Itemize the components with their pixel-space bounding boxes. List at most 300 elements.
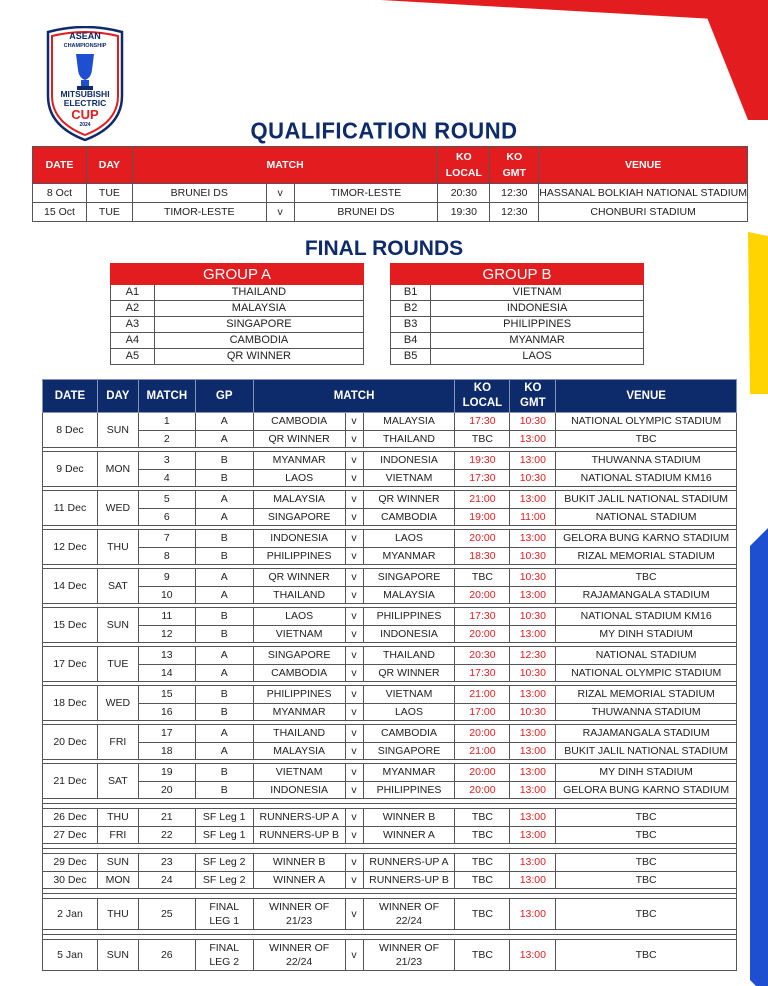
day-cell: SUN — [97, 608, 138, 643]
away-team-cell: CAMBODIA — [363, 725, 455, 743]
day-cell: TUE — [86, 184, 132, 203]
away-team-cell: THAILAND — [363, 647, 455, 665]
venue-cell: BUKIT JALIL NATIONAL STADIUM — [556, 742, 737, 760]
home-team-cell: QR WINNER — [253, 569, 345, 587]
ko-local-cell: TBC — [455, 899, 510, 930]
header-day: DAY — [97, 380, 138, 413]
date-cell: 26 Dec — [43, 809, 98, 827]
venue-cell: CHONBURI STADIUM — [539, 203, 748, 222]
versus-cell: v — [345, 547, 363, 565]
venue-cell: RIZAL MEMORIAL STADIUM — [556, 686, 737, 704]
ko-gmt-cell: 13:00 — [510, 854, 556, 872]
match-number-cell: 11 — [138, 608, 195, 626]
ko-local-cell: 19:00 — [455, 508, 510, 526]
qualification-title: QUALIFICATION ROUND — [250, 117, 518, 144]
header-date: DATE — [43, 380, 98, 413]
date-cell: 12 Dec — [43, 530, 98, 565]
table-row — [33, 184, 748, 203]
home-team-cell: MYANMAR — [253, 703, 345, 721]
away-team-cell: WINNER B — [363, 809, 455, 827]
home-team-cell: WINNER OF 22/24 — [253, 940, 345, 971]
home-team-cell: PHILIPPINES — [253, 686, 345, 704]
day-cell: FRI — [97, 725, 138, 760]
home-team-cell: WINNER OF 21/23 — [253, 899, 345, 930]
ko-gmt-cell: 13:00 — [510, 764, 556, 782]
group-cell: SF Leg 2 — [195, 854, 253, 872]
versus-cell: v — [345, 569, 363, 587]
match-number-cell: 21 — [138, 809, 195, 827]
ko-gmt-cell: 13:00 — [510, 742, 556, 760]
away-team-cell: VIETNAM — [363, 469, 455, 487]
qualification-header-row — [33, 147, 748, 184]
match-number-cell: 1 — [138, 413, 195, 431]
home-team-cell: RUNNERS-UP B — [253, 826, 345, 844]
logo-line2: CHAMPIONSHIP — [63, 43, 107, 49]
group-team: PHILIPPINES — [431, 317, 644, 333]
versus-cell: v — [266, 184, 294, 203]
date-cell: 8 Dec — [43, 413, 98, 448]
versus-cell: v — [345, 647, 363, 665]
ko-gmt-cell: 13:00 — [510, 530, 556, 548]
group-cell: A — [195, 742, 253, 760]
venue-cell: TBC — [556, 809, 737, 827]
qualification-table — [32, 146, 748, 222]
ko-gmt-cell: 13:00 — [510, 826, 556, 844]
match-number-cell: 25 — [138, 899, 195, 930]
away-team-cell: CAMBODIA — [363, 508, 455, 526]
ko-local-cell: 20:00 — [455, 530, 510, 548]
header-venue: VENUE — [556, 380, 737, 413]
match-number-cell: 5 — [138, 491, 195, 509]
versus-cell: v — [345, 469, 363, 487]
day-cell: THU — [97, 899, 138, 930]
versus-cell: v — [345, 586, 363, 604]
day-cell: TUE — [97, 647, 138, 682]
away-team-cell: BRUNEI DS — [294, 203, 438, 222]
group-a-title: GROUP A — [111, 264, 364, 285]
group-cell: A — [195, 413, 253, 431]
date-cell: 8 Oct — [33, 184, 87, 203]
table-row — [43, 686, 737, 704]
match-number-cell: 22 — [138, 826, 195, 844]
group-code: B3 — [391, 317, 431, 333]
versus-cell: v — [345, 742, 363, 760]
table-row — [33, 203, 748, 222]
ko-local-cell: 17:30 — [455, 469, 510, 487]
ko-local-cell: 21:00 — [455, 742, 510, 760]
header-ko-local: KO LOCAL — [438, 147, 490, 184]
versus-cell: v — [345, 871, 363, 889]
header-match: MATCH — [132, 147, 437, 184]
group-cell: B — [195, 625, 253, 643]
ko-gmt-cell: 13:00 — [510, 625, 556, 643]
logo-line6: 2024 — [79, 122, 91, 128]
ko-gmt-cell: 10:30 — [510, 608, 556, 626]
ko-gmt-cell: 13:00 — [510, 725, 556, 743]
date-cell: 9 Dec — [43, 452, 98, 487]
match-number-cell: 19 — [138, 764, 195, 782]
table-row — [43, 725, 737, 743]
home-team-cell: MALAYSIA — [253, 742, 345, 760]
away-team-cell: LAOS — [363, 703, 455, 721]
table-row — [111, 285, 364, 301]
group-cell: A — [195, 491, 253, 509]
home-team-cell: QR WINNER — [253, 430, 345, 448]
ko-local-cell: 17:30 — [455, 608, 510, 626]
group-team: MALAYSIA — [154, 301, 363, 317]
versus-cell: v — [345, 826, 363, 844]
versus-cell: v — [345, 508, 363, 526]
ko-local-cell: TBC — [455, 871, 510, 889]
ko-gmt-cell: 10:30 — [510, 569, 556, 587]
ko-local-cell: TBC — [455, 569, 510, 587]
ko-local-cell: 20:00 — [455, 781, 510, 799]
ko-gmt-cell: 13:00 — [510, 430, 556, 448]
ko-gmt-cell: 10:30 — [510, 664, 556, 682]
home-team-cell: CAMBODIA — [253, 664, 345, 682]
group-cell: A — [195, 725, 253, 743]
group-cell: B — [195, 703, 253, 721]
table-row — [43, 530, 737, 548]
match-number-cell: 12 — [138, 625, 195, 643]
venue-cell: THUWANNA STADIUM — [556, 452, 737, 470]
match-number-cell: 14 — [138, 664, 195, 682]
table-row — [43, 742, 737, 760]
header-date: DATE — [33, 147, 87, 184]
table-row — [43, 647, 737, 665]
logo-line1: ASEAN — [69, 31, 101, 41]
match-number-cell: 20 — [138, 781, 195, 799]
venue-cell: RAJAMANGALA STADIUM — [556, 725, 737, 743]
ko-local-cell: 20:00 — [455, 586, 510, 604]
away-team-cell: MYANMAR — [363, 547, 455, 565]
group-cell: B — [195, 452, 253, 470]
final-header-row — [43, 380, 737, 413]
group-code: A3 — [111, 317, 155, 333]
group-cell: B — [195, 781, 253, 799]
versus-cell: v — [266, 203, 294, 222]
day-cell: SUN — [97, 854, 138, 872]
venue-cell: NATIONAL OLYMPIC STADIUM — [556, 664, 737, 682]
versus-cell: v — [345, 452, 363, 470]
venue-cell: TBC — [556, 430, 737, 448]
venue-cell: MY DINH STADIUM — [556, 625, 737, 643]
versus-cell: v — [345, 809, 363, 827]
home-team-cell: SINGAPORE — [253, 647, 345, 665]
away-team-cell: RUNNERS-UP B — [363, 871, 455, 889]
away-team-cell: INDONESIA — [363, 625, 455, 643]
day-cell: FRI — [97, 826, 138, 844]
group-team: CAMBODIA — [154, 333, 363, 349]
ko-local-cell: 17:30 — [455, 413, 510, 431]
header-gp: GP — [195, 380, 253, 413]
group-code: B2 — [391, 301, 431, 317]
versus-cell: v — [345, 664, 363, 682]
table-row — [391, 317, 644, 333]
day-cell: THU — [97, 809, 138, 827]
date-cell: 14 Dec — [43, 569, 98, 604]
match-number-cell: 6 — [138, 508, 195, 526]
table-row — [391, 349, 644, 365]
venue-cell: RAJAMANGALA STADIUM — [556, 586, 737, 604]
home-team-cell: THAILAND — [253, 725, 345, 743]
group-cell: A — [195, 586, 253, 604]
table-row — [43, 452, 737, 470]
header-match-no: MATCH — [138, 380, 195, 413]
match-number-cell: 13 — [138, 647, 195, 665]
match-number-cell: 4 — [138, 469, 195, 487]
ko-local-cell: 18:30 — [455, 547, 510, 565]
venue-cell: BUKIT JALIL NATIONAL STADIUM — [556, 491, 737, 509]
venue-cell: TBC — [556, 871, 737, 889]
away-team-cell: WINNER A — [363, 826, 455, 844]
group-code: B1 — [391, 285, 431, 301]
away-team-cell: INDONESIA — [363, 452, 455, 470]
group-team: MYANMAR — [431, 333, 644, 349]
table-row — [43, 547, 737, 565]
versus-cell: v — [345, 625, 363, 643]
ko-gmt-cell: 13:00 — [510, 781, 556, 799]
table-row — [43, 664, 737, 682]
table-row — [43, 569, 737, 587]
home-team-cell: INDONESIA — [253, 781, 345, 799]
home-team-cell: WINNER A — [253, 871, 345, 889]
day-cell: THU — [97, 530, 138, 565]
venue-cell: TBC — [556, 854, 737, 872]
header-ko-local: KO LOCAL — [455, 380, 510, 413]
table-row — [391, 285, 644, 301]
match-number-cell: 3 — [138, 452, 195, 470]
day-cell: WED — [97, 491, 138, 526]
ko-local-cell: TBC — [455, 430, 510, 448]
group-team: QR WINNER — [154, 349, 363, 365]
logo-line4: ELECTRIC — [63, 98, 107, 108]
match-number-cell: 8 — [138, 547, 195, 565]
group-cell: A — [195, 508, 253, 526]
venue-cell: NATIONAL STADIUM KM16 — [556, 469, 737, 487]
ko-gmt-cell: 11:00 — [510, 508, 556, 526]
group-cell: SF Leg 1 — [195, 809, 253, 827]
venue-cell: NATIONAL STADIUM — [556, 508, 737, 526]
group-code: B5 — [391, 349, 431, 365]
ko-local-cell: TBC — [455, 809, 510, 827]
group-cell: FINAL LEG 2 — [195, 940, 253, 971]
venue-cell: HASSANAL BOLKIAH NATIONAL STADIUM — [539, 184, 748, 203]
versus-cell: v — [345, 608, 363, 626]
table-row — [43, 586, 737, 604]
venue-cell: TBC — [556, 899, 737, 930]
ko-local-cell: 21:00 — [455, 491, 510, 509]
versus-cell: v — [345, 413, 363, 431]
away-team-cell: PHILIPPINES — [363, 608, 455, 626]
home-team-cell: MYANMAR — [253, 452, 345, 470]
group-cell: B — [195, 764, 253, 782]
away-team-cell: LAOS — [363, 530, 455, 548]
day-cell: SAT — [97, 764, 138, 799]
day-cell: SUN — [97, 413, 138, 448]
away-team-cell: MALAYSIA — [363, 413, 455, 431]
table-row — [43, 625, 737, 643]
logo-line5: CUP — [71, 107, 99, 122]
away-team-cell: THAILAND — [363, 430, 455, 448]
table-row — [43, 781, 737, 799]
final-rounds-table — [42, 379, 737, 971]
ko-gmt-cell: 13:00 — [510, 940, 556, 971]
group-team: THAILAND — [154, 285, 363, 301]
home-team-cell: THAILAND — [253, 586, 345, 604]
home-team-cell: VIETNAM — [253, 764, 345, 782]
home-team-cell: RUNNERS-UP A — [253, 809, 345, 827]
ko-gmt-cell: 13:00 — [510, 809, 556, 827]
table-row — [43, 940, 737, 971]
date-cell: 21 Dec — [43, 764, 98, 799]
group-team: INDONESIA — [431, 301, 644, 317]
venue-cell: NATIONAL OLYMPIC STADIUM — [556, 413, 737, 431]
venue-cell: MY DINH STADIUM — [556, 764, 737, 782]
group-cell: SF Leg 1 — [195, 826, 253, 844]
day-cell: SUN — [97, 940, 138, 971]
home-team-cell: PHILIPPINES — [253, 547, 345, 565]
table-row — [43, 608, 737, 626]
date-cell: 29 Dec — [43, 854, 98, 872]
group-code: A2 — [111, 301, 155, 317]
group-code: A5 — [111, 349, 155, 365]
table-row — [43, 413, 737, 431]
ko-gmt-cell: 10:30 — [510, 703, 556, 721]
table-row — [391, 301, 644, 317]
home-team-cell: INDONESIA — [253, 530, 345, 548]
ko-local-cell: 19:30 — [438, 203, 490, 222]
away-team-cell: TIMOR-LESTE — [294, 184, 438, 203]
match-number-cell: 23 — [138, 854, 195, 872]
venue-cell: TBC — [556, 940, 737, 971]
home-team-cell: LAOS — [253, 469, 345, 487]
ko-gmt-cell: 12:30 — [490, 203, 539, 222]
versus-cell: v — [345, 530, 363, 548]
table-row — [43, 809, 737, 827]
versus-cell: v — [345, 781, 363, 799]
ko-local-cell: 20:00 — [455, 764, 510, 782]
away-team-cell: WINNER OF 22/24 — [363, 899, 455, 930]
versus-cell: v — [345, 854, 363, 872]
group-team: LAOS — [431, 349, 644, 365]
ko-local-cell: 20:00 — [455, 625, 510, 643]
ko-local-cell: TBC — [455, 940, 510, 971]
ko-local-cell: 21:00 — [455, 686, 510, 704]
date-cell: 15 Dec — [43, 608, 98, 643]
logo-line3: MITSUBISHI — [60, 89, 110, 99]
header-match: MATCH — [253, 380, 455, 413]
group-code: A4 — [111, 333, 155, 349]
ko-gmt-cell: 12:30 — [490, 184, 539, 203]
date-cell: 5 Jan — [43, 940, 98, 971]
table-row — [43, 899, 737, 930]
ko-local-cell: 20:00 — [455, 725, 510, 743]
table-row — [43, 826, 737, 844]
versus-cell: v — [345, 764, 363, 782]
table-row — [391, 333, 644, 349]
away-team-cell: WINNER OF 21/23 — [363, 940, 455, 971]
ko-local-cell: TBC — [455, 826, 510, 844]
venue-cell: TBC — [556, 569, 737, 587]
match-number-cell: 24 — [138, 871, 195, 889]
table-row — [111, 301, 364, 317]
ko-gmt-cell: 13:00 — [510, 871, 556, 889]
home-team-cell: BRUNEI DS — [132, 184, 266, 203]
venue-cell: NATIONAL STADIUM KM16 — [556, 608, 737, 626]
group-team: VIETNAM — [431, 285, 644, 301]
away-team-cell: RUNNERS-UP A — [363, 854, 455, 872]
match-number-cell: 18 — [138, 742, 195, 760]
group-cell: A — [195, 647, 253, 665]
group-code: B4 — [391, 333, 431, 349]
ko-gmt-cell: 12:30 — [510, 647, 556, 665]
group-cell: B — [195, 547, 253, 565]
table-row — [111, 333, 364, 349]
ko-local-cell: 20:30 — [438, 184, 490, 203]
date-cell: 30 Dec — [43, 871, 98, 889]
group-b-table — [390, 263, 644, 365]
table-row — [111, 349, 364, 365]
ko-gmt-cell: 10:30 — [510, 413, 556, 431]
header-day: DAY — [86, 147, 132, 184]
group-team: SINGAPORE — [154, 317, 363, 333]
away-team-cell: SINGAPORE — [363, 742, 455, 760]
versus-cell: v — [345, 686, 363, 704]
away-team-cell: PHILIPPINES — [363, 781, 455, 799]
group-a-table — [110, 263, 364, 365]
date-cell: 20 Dec — [43, 725, 98, 760]
versus-cell: v — [345, 725, 363, 743]
header-ko-gmt: KO GMT — [490, 147, 539, 184]
table-row — [43, 430, 737, 448]
ko-local-cell: 17:30 — [455, 664, 510, 682]
table-row — [43, 469, 737, 487]
day-cell: MON — [97, 452, 138, 487]
home-team-cell: LAOS — [253, 608, 345, 626]
match-number-cell: 17 — [138, 725, 195, 743]
match-number-cell: 16 — [138, 703, 195, 721]
header-ko-gmt: KO GMT — [510, 380, 556, 413]
group-cell: FINAL LEG 1 — [195, 899, 253, 930]
venue-cell: GELORA BUNG KARNO STADIUM — [556, 530, 737, 548]
date-cell: 17 Dec — [43, 647, 98, 682]
venue-cell: RIZAL MEMORIAL STADIUM — [556, 547, 737, 565]
day-cell: WED — [97, 686, 138, 721]
home-team-cell: TIMOR-LESTE — [132, 203, 266, 222]
match-number-cell: 9 — [138, 569, 195, 587]
ko-gmt-cell: 13:00 — [510, 452, 556, 470]
ko-gmt-cell: 13:00 — [510, 899, 556, 930]
group-b-title: GROUP B — [391, 264, 644, 285]
ko-gmt-cell: 13:00 — [510, 491, 556, 509]
table-row — [43, 871, 737, 889]
away-team-cell: QR WINNER — [363, 491, 455, 509]
group-cell: B — [195, 530, 253, 548]
table-row — [43, 703, 737, 721]
match-number-cell: 15 — [138, 686, 195, 704]
away-team-cell: SINGAPORE — [363, 569, 455, 587]
day-cell: MON — [97, 871, 138, 889]
venue-cell: TBC — [556, 826, 737, 844]
versus-cell: v — [345, 940, 363, 971]
day-cell: TUE — [86, 203, 132, 222]
table-row — [43, 854, 737, 872]
venue-cell: GELORA BUNG KARNO STADIUM — [556, 781, 737, 799]
venue-cell: THUWANNA STADIUM — [556, 703, 737, 721]
match-number-cell: 7 — [138, 530, 195, 548]
ko-gmt-cell: 10:30 — [510, 547, 556, 565]
